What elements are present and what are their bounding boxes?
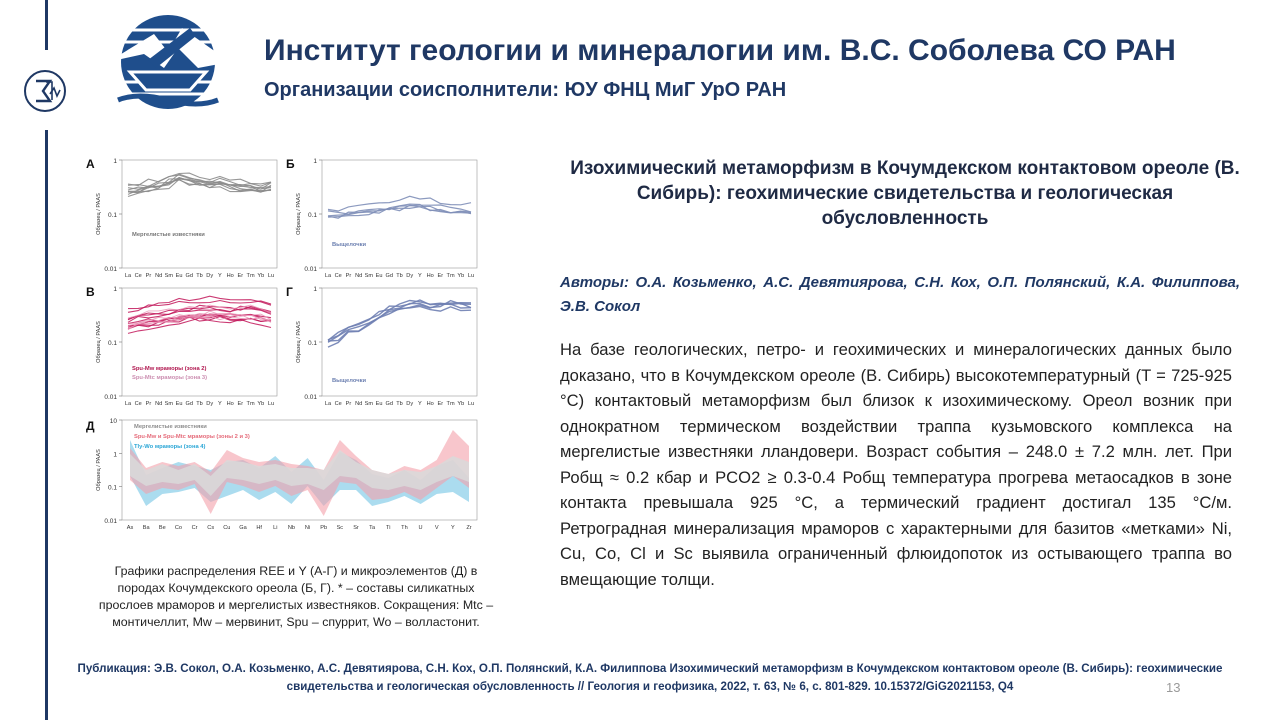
x-tick-label: Sr	[353, 525, 359, 531]
legend-entry: Мергелистые известняки	[134, 424, 207, 430]
article-title: Изохимический метаморфизм в Кочумдекском контактовом ореоле (В. Сибирь): геохимические свидетельства и геологическая обусловленность	[570, 158, 1240, 229]
x-tick-label: Dy	[206, 401, 214, 407]
y-tick-label: 0.01	[304, 394, 317, 401]
y-tick-label: 10	[109, 418, 117, 425]
chart-panel-4	[96, 418, 477, 531]
y-axis-label: Образец / PAAS	[96, 321, 102, 363]
plot-frame	[122, 160, 277, 268]
y-tick-label: 0.01	[304, 266, 317, 273]
x-tick-label: Nd	[355, 273, 363, 279]
y-axis-label: Образец / PAAS	[96, 449, 102, 491]
x-tick-label: Dy	[406, 273, 414, 279]
y-tick-label: 0.1	[307, 212, 317, 219]
x-tick-label: Yb	[457, 401, 465, 407]
x-tick-label: Y	[418, 273, 422, 279]
authors-line: Авторы: О.А. Козьменко, А.С. Девятиярова, С.Н. Кох, О.П. Полянский, К.А. Филиппова, Э.В. Сокол	[560, 274, 1240, 315]
x-tick-label: Ti	[386, 525, 391, 531]
x-tick-label: Lu	[467, 273, 475, 279]
x-tick-label: Cu	[223, 525, 231, 531]
x-tick-label: Yb	[257, 273, 265, 279]
x-tick-label: Tb	[396, 273, 403, 279]
y-tick-label: 0.01	[104, 266, 117, 273]
x-tick-label: As	[126, 525, 134, 531]
x-tick-label: Sm	[364, 401, 374, 407]
y-tick-label: 1	[313, 286, 317, 293]
y-axis-label: Образец / PAAS	[296, 321, 302, 363]
co-executors-subtitle: Организации соисполнители: ЮУ ФНЦ МиГ УрО РАН	[264, 79, 787, 101]
x-tick-label: Dy	[406, 401, 414, 407]
chart-panel-1	[296, 158, 477, 279]
x-tick-label: Pb	[320, 525, 328, 531]
x-tick-label: Th	[401, 525, 408, 531]
x-tick-label: Ce	[334, 401, 342, 407]
x-tick-label: Sm	[164, 401, 174, 407]
x-tick-label: Ho	[226, 273, 234, 279]
institute-logo	[108, 12, 230, 112]
x-tick-label: Co	[174, 525, 183, 531]
y-tick-label: 1	[313, 158, 317, 165]
x-tick-label: Ho	[426, 401, 434, 407]
x-tick-label: La	[324, 401, 332, 407]
x-tick-label: Eu	[375, 401, 383, 407]
x-tick-label: Yb	[257, 401, 265, 407]
x-tick-label: Gd	[385, 273, 394, 279]
x-tick-label: Dy	[206, 273, 214, 279]
panel-note: Выщелочки	[332, 378, 367, 384]
x-tick-label: Eu	[175, 273, 183, 279]
figure-caption: Графики распределения REE и Y (А-Г) и микроэлементов (Д) в породах Кочумдекского ореола (Б, Г). * – составы силикатных прослоев мраморов и мергелистых известняков. Сокращения: Mtc – монтичеллит, Mw – мервинит, Spu – спуррит, Wo – волластонит.	[98, 564, 494, 629]
y-tick-label: 0.01	[104, 518, 117, 525]
x-tick-label: V	[434, 525, 439, 531]
x-tick-label: Gd	[185, 401, 194, 407]
y-tick-label: 0.1	[107, 212, 117, 219]
legend-entry: Spu-Mw и Spu-Mtc мраморы (зоны 2 и 3)	[134, 434, 250, 440]
x-tick-label: Li	[273, 525, 278, 531]
x-tick-label: U	[418, 525, 423, 531]
x-tick-label: Eu	[375, 273, 383, 279]
chart-panel-0	[96, 158, 277, 279]
x-tick-label: Cr	[191, 525, 198, 531]
x-tick-label: Eu	[175, 401, 183, 407]
publication-reference: Публикация: Э.В. Сокол, О.А. Козьменко, А.С. Девятиярова, С.Н. Кох, О.П. Полянский, К.А. Филиппова Изохимический метаморфизм в Кочумдекском контактовом ореоле (В. Сибирь): геохимические свидетельства и геологическая обусловленность // Геология и геофизика, 2022, т. 63, № 6, с. 801-829. 10.15372/GiG2021153, Q4	[77, 662, 1223, 693]
y-tick-label: 0.1	[307, 340, 317, 347]
x-tick-label: Nd	[155, 401, 163, 407]
panel-note: Мергелистые известняки	[132, 232, 205, 238]
x-tick-label: Tm	[246, 401, 255, 407]
x-tick-label: Y	[218, 401, 222, 407]
x-tick-label: Nd	[155, 273, 163, 279]
abstract-text: На базе геологических, петро- и геохимических и минералогических данных было доказано, что в Кочумдекском ореоле (В. Сибирь) высокотемпературный (T = 725-925 °C) контактовый метаморфизм был близок к изохимическому. Ореол возник при однократном термическом воздействии траппа кузьмовского комплекса на мергелистые известняки лландовери. Возраст события – 248.0 ± 7.2 млн. лет. При Робщ ≈ 0.2 кбар и PCO2 ≥ 0.3-0.4 Робщ температура прогрева метаосадков в зоне контакта превышала 925 °C, а термический градиент достигал 135 °C/м. Ретроградная минерализация мраморов с характерными для базитов «метками» Ni, Cu, Co, Cl и Sc выявила ограниченный флюидопоток из остывающего траппа во вмещающие толщи.	[560, 340, 1232, 589]
x-tick-label: La	[124, 401, 132, 407]
x-tick-label: Ba	[142, 525, 150, 531]
y-tick-label: 1	[113, 158, 117, 165]
x-tick-label: Er	[437, 273, 444, 279]
x-tick-label: Tm	[446, 401, 455, 407]
x-tick-label: Sc	[336, 525, 344, 531]
x-tick-label: Pr	[345, 273, 352, 279]
x-tick-label: Lu	[267, 401, 275, 407]
x-tick-label: Sm	[364, 273, 374, 279]
page-number: 13	[1166, 680, 1181, 695]
x-tick-label: Lu	[267, 273, 275, 279]
panel-letter-g: Г	[286, 285, 293, 299]
x-tick-label: Sm	[164, 273, 174, 279]
y-tick-label: 0.1	[107, 340, 117, 347]
x-tick-label: Y	[218, 273, 222, 279]
x-tick-label: Tb	[196, 401, 203, 407]
panel-letter-d: Д	[86, 419, 95, 433]
x-tick-label: Tb	[396, 401, 403, 407]
x-tick-label: Ho	[226, 401, 234, 407]
panel-letter-b: Б	[286, 157, 295, 171]
y-tick-label: 0.01	[104, 394, 117, 401]
y-axis-label: Образец / PAAS	[96, 193, 102, 235]
y-tick-label: 0.1	[107, 484, 117, 492]
x-tick-label: Tm	[446, 273, 455, 279]
x-tick-label: Lu	[467, 401, 475, 407]
x-tick-label: Ni	[304, 525, 311, 531]
x-tick-label: Pr	[145, 273, 152, 279]
x-tick-label: Cs	[207, 525, 215, 531]
x-tick-label: Ce	[134, 273, 142, 279]
y-tick-label: 1	[113, 286, 117, 293]
x-tick-label: Y	[418, 401, 422, 407]
x-tick-label: Hf	[256, 525, 262, 531]
x-tick-label: Er	[437, 401, 444, 407]
x-tick-label: Er	[237, 273, 244, 279]
panel-letter-a: А	[86, 157, 95, 171]
x-tick-label: Pr	[345, 401, 352, 407]
institute-emblem-icon	[22, 68, 68, 114]
chart-panel-3	[296, 286, 477, 407]
x-tick-label: Ce	[334, 273, 342, 279]
x-tick-label: Ga	[239, 525, 247, 531]
institute-title: Институт геологии и минералогии им. В.С. Соболева СО РАН	[264, 34, 1176, 67]
panel-note: Spu-Mtc мраморы (зона 3)	[132, 375, 208, 381]
x-tick-label: Er	[237, 401, 244, 407]
x-tick-label: Gd	[185, 273, 194, 279]
x-tick-label: Be	[158, 525, 166, 531]
x-tick-label: Pr	[145, 401, 152, 407]
x-tick-label: Ho	[426, 273, 434, 279]
x-tick-label: Tb	[196, 273, 203, 279]
legend-entry: Tly-Wo мраморы (зона 4)	[134, 444, 206, 450]
chart-panel-2	[96, 286, 277, 407]
x-tick-label: La	[124, 273, 132, 279]
x-tick-label: Yb	[457, 273, 465, 279]
panel-note: Выщелочки	[332, 242, 367, 248]
x-tick-label: Zr	[466, 525, 472, 531]
y-axis-label: Образец / PAAS	[296, 193, 302, 235]
panel-letter-v: В	[86, 285, 95, 299]
x-tick-label: Y	[450, 525, 455, 531]
panel-note: Spu-Mw мраморы (зона 2)	[132, 366, 207, 372]
y-tick-label: 1	[113, 451, 117, 459]
x-tick-label: Ta	[369, 525, 376, 531]
x-tick-label: Tm	[246, 273, 255, 279]
x-tick-label: Gd	[385, 401, 394, 407]
x-tick-label: Nd	[355, 401, 363, 407]
geochemistry-figure	[82, 150, 482, 550]
x-tick-label: Nb	[287, 525, 296, 531]
x-tick-label: La	[324, 273, 332, 279]
x-tick-label: Ce	[134, 401, 142, 407]
